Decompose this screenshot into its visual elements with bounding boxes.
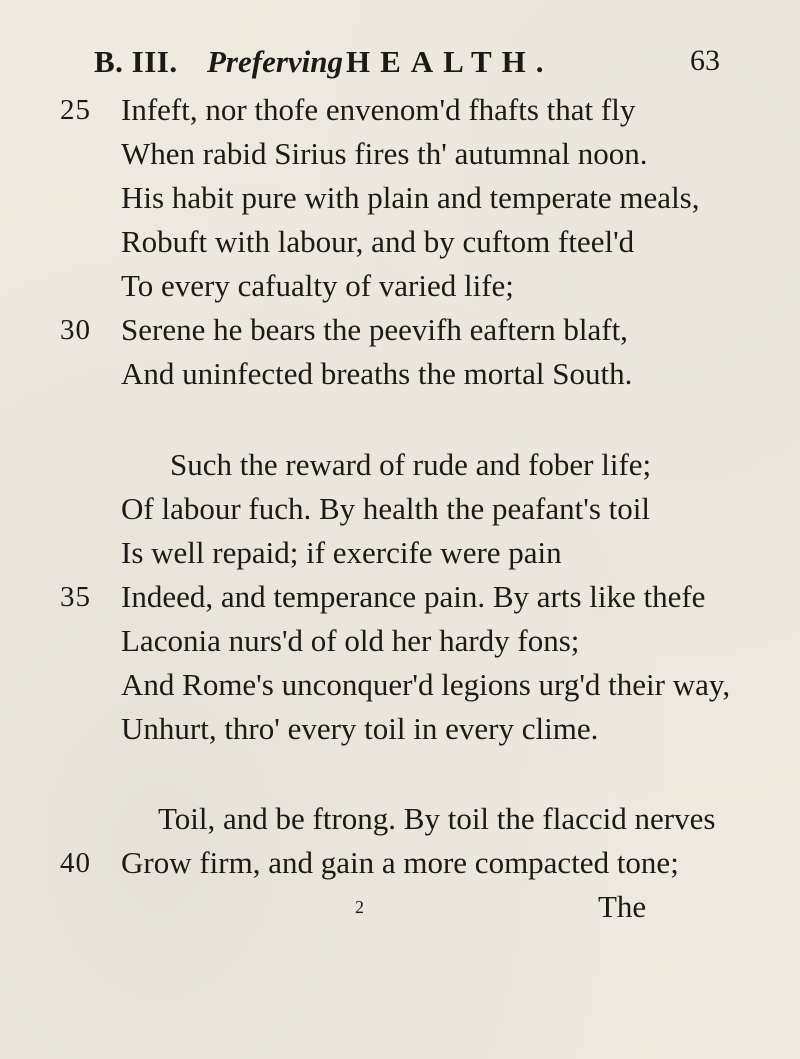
line-text: Toil, and be ftrong. By toil the flaccid nerves xyxy=(158,801,716,836)
line-number: 35 xyxy=(60,581,91,613)
catchword: The xyxy=(598,889,647,924)
line-text: Infeft, nor thofe envenom'd fhafts that fly xyxy=(121,92,636,127)
line-text: Indeed, and temperance pain. By arts like thefe xyxy=(121,579,706,614)
line-text: Serene he bears the peevifh eaftern blaft, xyxy=(121,312,628,347)
page-number: 63 xyxy=(690,44,720,77)
poem-line xyxy=(0,443,800,487)
poem-line xyxy=(0,220,800,264)
poem-line xyxy=(0,176,800,220)
signature-mark: 2 xyxy=(355,897,364,917)
line-text: Laconia nurs'd of old her hardy fons; xyxy=(121,623,580,658)
line-text: Of labour fuch. By health the peafant's toil xyxy=(121,491,650,526)
running-header xyxy=(94,44,720,88)
line-text: Grow firm, and gain a more compacted tone; xyxy=(121,845,679,880)
line-text: To every cafualty of varied life; xyxy=(121,268,514,303)
header-title-italic: Preferving xyxy=(207,44,344,79)
line-number: 40 xyxy=(60,847,91,879)
line-text: Unhurt, thro' every toil in every clime. xyxy=(121,711,599,746)
poem-line xyxy=(0,264,800,308)
poem-line xyxy=(0,308,800,352)
poem-line xyxy=(0,619,800,663)
poem-line xyxy=(0,841,800,885)
line-text: Such the reward of rude and fober life; xyxy=(170,447,652,482)
line-text: When rabid Sirius fires th' autumnal noon. xyxy=(121,136,648,171)
poem-line xyxy=(0,531,800,575)
line-number: 30 xyxy=(60,314,91,346)
line-text: And uninfected breaths the mortal South. xyxy=(121,356,633,391)
poem-line xyxy=(0,575,800,619)
section-label: B. III. xyxy=(94,44,178,79)
page-footer xyxy=(0,885,800,929)
line-number: 25 xyxy=(60,94,91,126)
poem-line xyxy=(0,707,800,751)
line-text: Robuft with labour, and by cuftom fteel'd xyxy=(121,224,635,259)
poem-line xyxy=(0,663,800,707)
line-text: Is well repaid; if exercife were pain xyxy=(121,535,562,570)
poem-line xyxy=(0,797,800,841)
line-text: And Rome's unconquer'd legions urg'd their way, xyxy=(121,667,731,702)
header-title-caps: HEALTH. xyxy=(346,44,554,79)
poem-line xyxy=(0,487,800,531)
line-text: His habit pure with plain and temperate meals, xyxy=(121,180,700,215)
poem-line xyxy=(0,88,800,132)
poem-line xyxy=(0,132,800,176)
poem-line xyxy=(0,352,800,396)
